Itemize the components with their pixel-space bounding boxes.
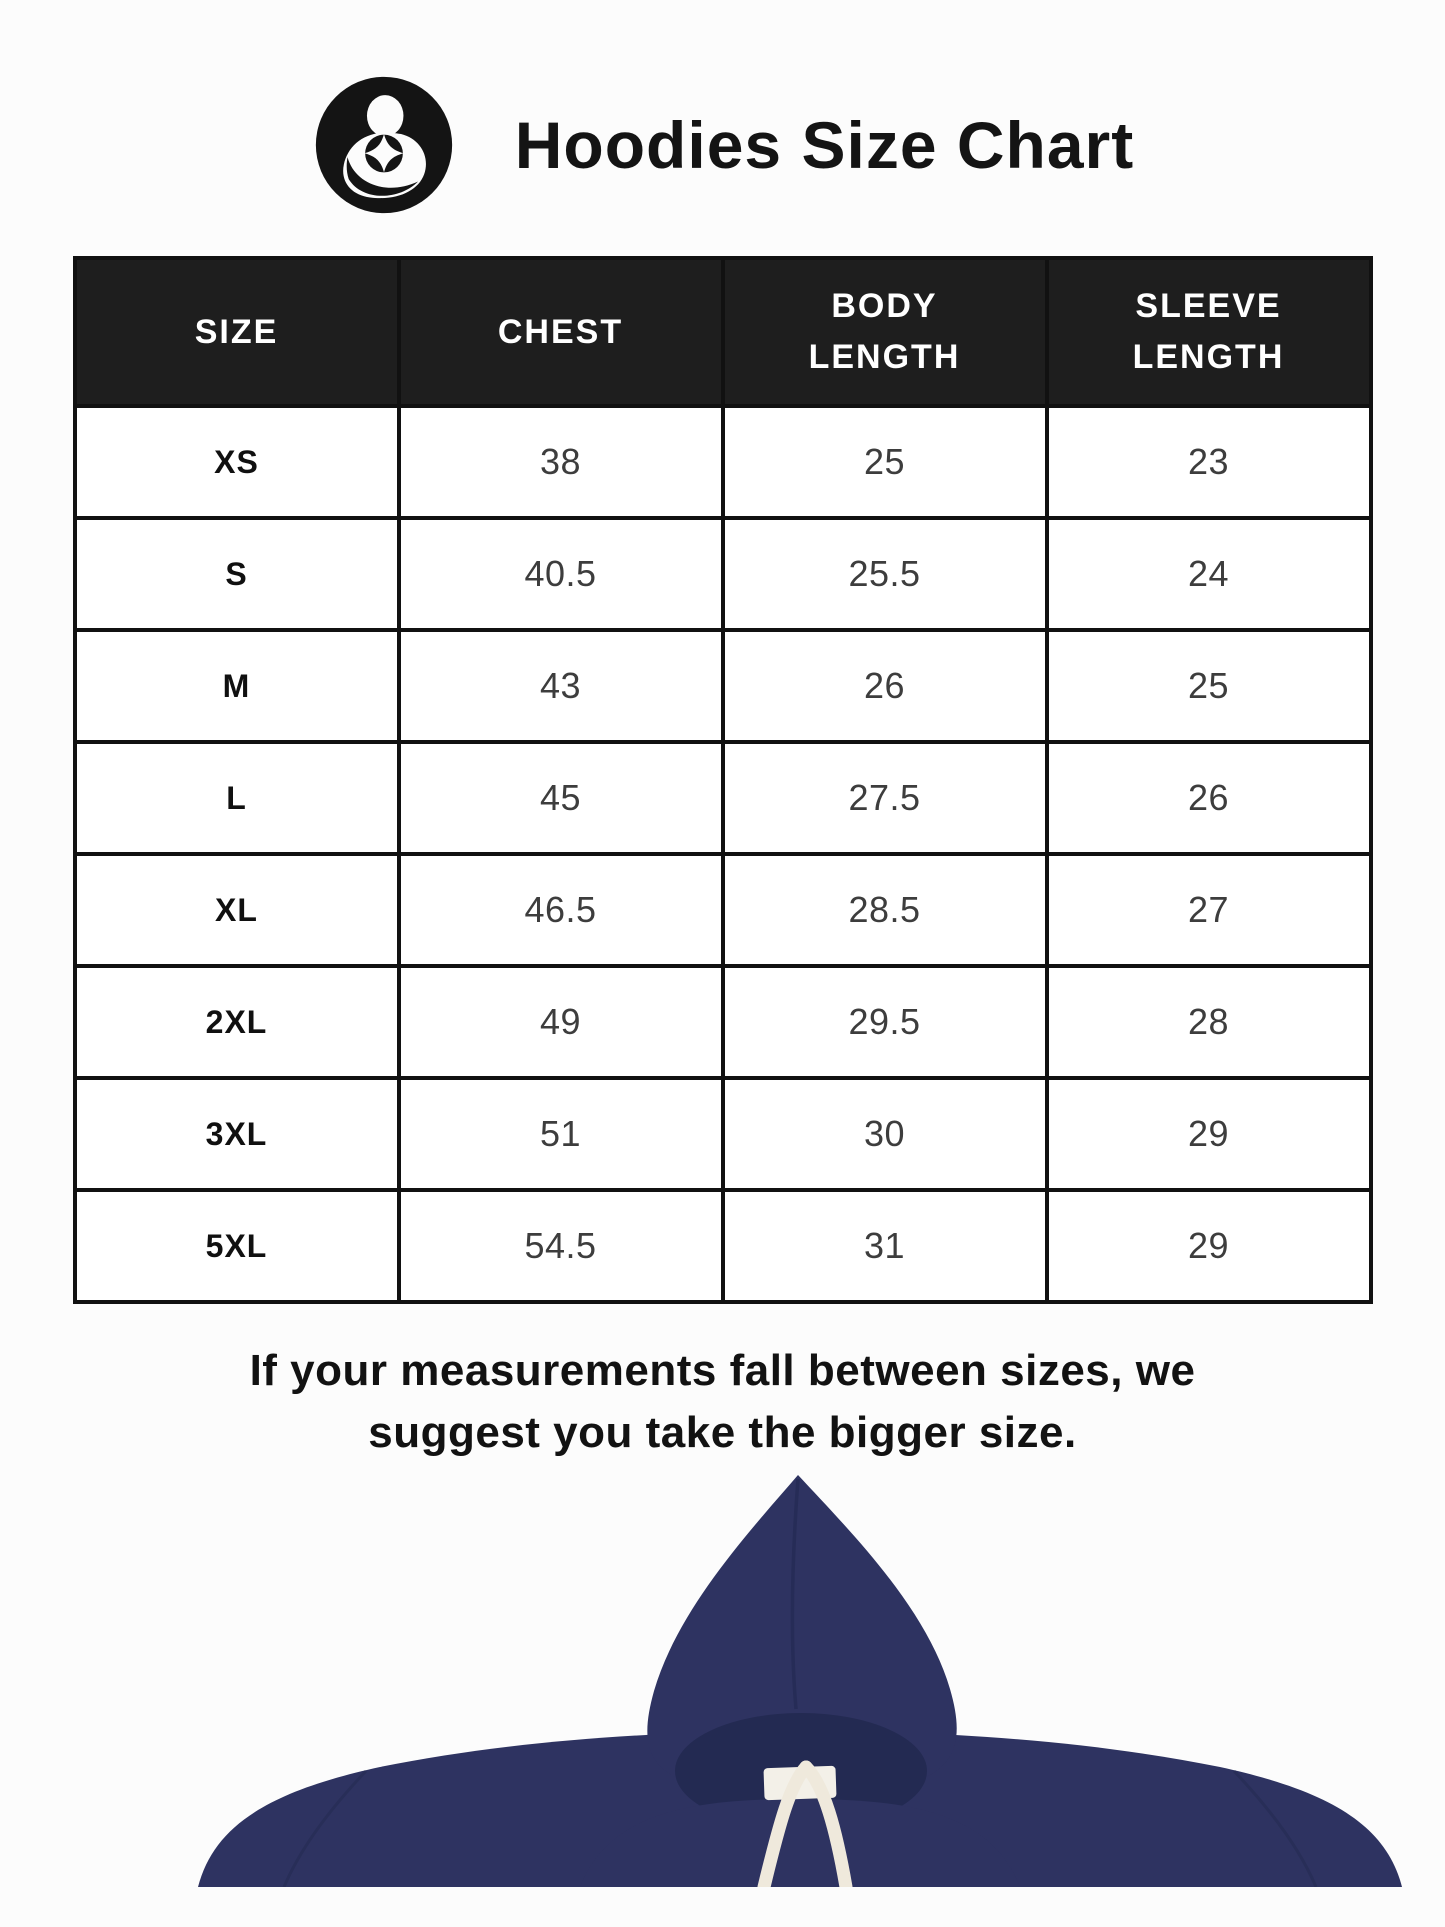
- page-title: Hoodies Size Chart: [514, 108, 1135, 182]
- sizing-note: [0, 1340, 1445, 1465]
- sleeve-length-cell: 29: [1047, 1190, 1371, 1302]
- column-label-size: SIZE: [194, 312, 279, 351]
- size-cell: XL: [75, 854, 399, 966]
- sleeve-length-cell: 28: [1047, 966, 1371, 1078]
- hoodie-photo: [0, 1469, 1445, 1887]
- chest-cell: 43: [399, 630, 723, 742]
- sleeve-length-cell: 23: [1047, 406, 1371, 518]
- sizing-note-line2: suggest you take the bigger size.: [368, 1408, 1077, 1458]
- size-cell: L: [75, 742, 399, 854]
- body-length-cell: 25: [723, 406, 1047, 518]
- table-row-3xl: [75, 1078, 1371, 1190]
- size-chart-table: [73, 256, 1373, 1304]
- body-length-cell: 29.5: [723, 966, 1047, 1078]
- body-length-cell: 25.5: [723, 518, 1047, 630]
- column-header-chest: [399, 258, 723, 406]
- chest-cell: 40.5: [399, 518, 723, 630]
- table-row-2xl: [75, 966, 1371, 1078]
- body-length-cell: 26: [723, 630, 1047, 742]
- column-label-body-length: BODY LENGTH: [808, 287, 961, 376]
- brand-logo-icon: [311, 72, 457, 218]
- table-header-row: [75, 258, 1371, 406]
- column-header-sleeve-length: [1047, 258, 1371, 406]
- chest-cell: 38: [399, 406, 723, 518]
- chest-cell: 46.5: [399, 854, 723, 966]
- column-header-size: [75, 258, 399, 406]
- sleeve-length-cell: 29: [1047, 1078, 1371, 1190]
- column-label-chest: CHEST: [497, 312, 624, 351]
- header: [0, 0, 1445, 218]
- size-cell: S: [75, 518, 399, 630]
- sizing-note-line1: If your measurements fall between sizes, we: [249, 1346, 1196, 1395]
- size-cell: 2XL: [75, 966, 399, 1078]
- body-length-cell: 30: [723, 1078, 1047, 1190]
- sleeve-length-cell: 25: [1047, 630, 1371, 742]
- sleeve-length-cell: 27: [1047, 854, 1371, 966]
- table-row-xl: [75, 854, 1371, 966]
- body-length-cell: 27.5: [723, 742, 1047, 854]
- size-cell: 3XL: [75, 1078, 399, 1190]
- table-row-m: [75, 630, 1371, 742]
- chest-cell: 54.5: [399, 1190, 723, 1302]
- sleeve-length-cell: 26: [1047, 742, 1371, 854]
- body-length-cell: 28.5: [723, 854, 1047, 966]
- column-header-body-length: [723, 258, 1047, 406]
- table-row-5xl: [75, 1190, 1371, 1302]
- sleeve-length-cell: 24: [1047, 518, 1371, 630]
- column-label-sleeve-length: SLEEVE LENGTH: [1132, 287, 1285, 376]
- table-row-s: [75, 518, 1371, 630]
- chest-cell: 49: [399, 966, 723, 1078]
- chest-cell: 51: [399, 1078, 723, 1190]
- size-cell: 5XL: [75, 1190, 399, 1302]
- body-length-cell: 31: [723, 1190, 1047, 1302]
- size-cell: M: [75, 630, 399, 742]
- table-row-l: [75, 742, 1371, 854]
- chest-cell: 45: [399, 742, 723, 854]
- table-row-xs: [75, 406, 1371, 518]
- size-cell: XS: [75, 406, 399, 518]
